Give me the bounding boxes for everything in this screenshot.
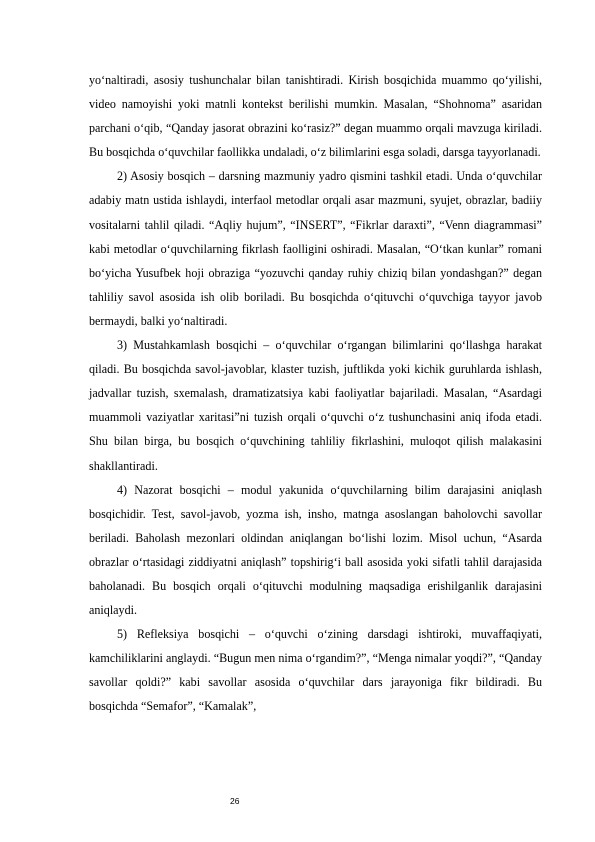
body-text <box>89 68 542 719</box>
paragraph-main-stage: 2) Asosiy bosqich – darsning mazmuniy yadro qismini tashkil etadi. Unda o‘quvchilar adabiy matn ustida ishlaydi, interfaol metodlar orqali asar mazmuni, syujet, obrazlar, badiiy vositalarni tahlil qiladi. “Aqliy hujum”, “INSERT”, “Fikrlar daraxti”, “Venn diagrammasi” kabi metodlar o‘quvchilarning fikrlash faolligini oshiradi. Masalan, “O‘tkan kunlar” romani bo‘yicha Yusufbek hoji obraziga “yozuvchi qanday ruhiy chiziq bilan yondashgan?” degan tahliliy savol asosida ish olib boriladi. Bu bosqichda o‘qituvchi o‘quvchiga tayyor javob bermaydi, balki yo‘naltiradi. <box>89 169 542 328</box>
paragraph-control-stage: 4) Nazorat bosqichi – modul yakunida o‘quvchilarning bilim darajasini aniqlash bosqichidir. Test, savol-javob, yozma ish, insho, matnga asoslangan baholovchi savollar beriladi. Baholash mezonlari oldindan aniqlangan bo‘lishi lozim. Misol uchun, “Asarda obrazlar o‘rtasidagi ziddiyatni aniqlash” topshirig‘i ball asosida yoki sifatli tahlil darajasida baholanadi. Bu bosqich orqali o‘qituvchi modulning maqsadiga erishilganlik darajasini aniqlaydi. <box>89 482 542 618</box>
paragraph-reinforcement-stage: 3) Mustahkamlash bosqichi – o‘quvchilar o‘rgangan bilimlarini qo‘llashga harakat qiladi. Bu bosqichda savol-javoblar, klaster tuzish, juftlikda yoki kichik guruhlarda ishlash, jadvallar tuzish, sxemalash, dramatizatsiya kabi faoliyatlar bajariladi. Masalan, “Asardagi muammoli vaziyatlar xaritasi”ni tuzish orqali o‘quvchi o‘z tushunchasini aniq ifoda etadi. Shu bilan birga, bu bosqich o‘quvchining tahliliy fikrlashini, muloqot qilish malakasini shakllantiradi. <box>89 338 542 473</box>
page-number: 26 <box>230 796 240 806</box>
paragraph-intro-continuation: yo‘naltiradi, asosiy tushunchalar bilan tanishtiradi. Kirish bosqichida muammo qo‘yilishi, video namoyishi yoki matnli kontekst berilishi mumkin. Masalan, “Shohnoma” asaridan parchani o‘qib, “Qanday jasorat obrazini ko‘rasiz?” degan muammo orqali mavzuga kiriladi. Bu bosqichda o‘quvchilar faollikka undaladi, o‘z bilimlarini esga soladi, darsga tayyorlanadi. <box>89 73 542 160</box>
paragraph-reflection-stage: 5) Refleksiya bosqichi – o‘quvchi o‘zining darsdagi ishtiroki, muvaffaqiyati, kamchiliklarini anglaydi. “Bugun men nima o‘rgandim?”, “Menga nimalar yoqdi?”, “Qanday savollar qoldi?” kabi savollar asosida o‘quvchilar dars jarayoniga fikr bildiradi. Bu bosqichda “Semafor”, “Kamalak”, <box>89 627 542 714</box>
